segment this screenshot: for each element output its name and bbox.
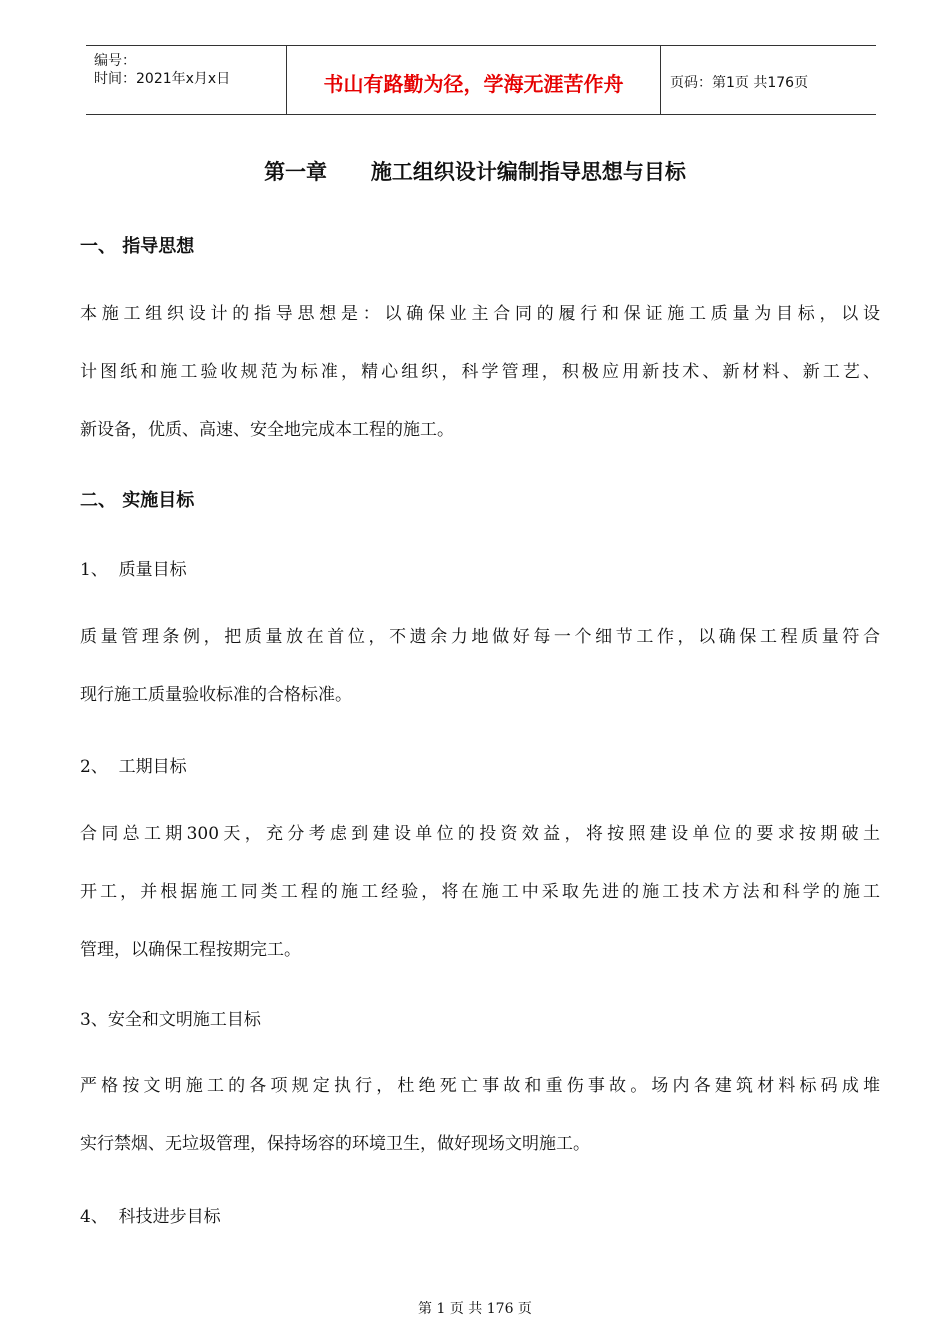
header-meta-cell	[86, 46, 286, 114]
document-number-label: 编号：	[94, 53, 136, 69]
paragraph-line: 合同总工期300天，充分考虑到建设单位的投资效益，将按照建设单位的要求按期破土	[80, 824, 880, 844]
page-header	[86, 45, 876, 115]
paragraph-line: 实行禁烟、无垃圾管理，保持场容的环境卫生，做好现场文明施工。	[80, 1134, 590, 1154]
section-heading-guiding: 一、 指导思想	[80, 236, 195, 257]
schedule-paragraph	[80, 805, 880, 979]
guiding-paragraph	[80, 285, 880, 459]
paragraph-line: 严格按文明施工的各项规定执行，杜绝死亡事故和重伤事故。场内各建筑材料标码成堆	[80, 1076, 880, 1096]
subsection-title-quality: 1、 质量目标	[80, 560, 187, 580]
paragraph-line: 现行施工质量验收标准的合格标准。	[80, 685, 352, 705]
page-footer: 第 1 页 共 176 页	[418, 1301, 532, 1317]
document-time-label: 时间：2021年x月x日	[94, 71, 231, 87]
chapter-title: 第一章 施工组织设计编制指导思想与目标	[264, 160, 686, 184]
header-motto: 书山有路勤为径，学海无涯苦作舟	[323, 72, 624, 96]
section-heading-targets: 二、 实施目标	[80, 490, 195, 511]
paragraph-line: 新设备，优质、高速、安全地完成本工程的施工。	[80, 420, 454, 440]
paragraph-line: 质量管理条例，把质量放在首位，不遗余力地做好每一个细节工作，以确保工程质量符合	[80, 627, 880, 647]
paragraph-line: 开工，并根据施工同类工程的施工经验，将在施工中采取先进的施工技术方法和科学的施工	[80, 882, 880, 902]
safety-paragraph	[80, 1057, 880, 1173]
subsection-title-tech: 4、 科技进步目标	[80, 1207, 221, 1227]
paragraph-line: 管理，以确保工程按期完工。	[80, 940, 301, 960]
subsection-title-schedule: 2、 工期目标	[80, 757, 187, 777]
paragraph-line: 本施工组织设计的指导思想是：以确保业主合同的履行和保证施工质量为目标，以设	[80, 304, 880, 324]
header-page-info: 页码：第1页 共176页	[670, 75, 809, 91]
paragraph-line: 计图纸和施工验收规范为标准，精心组织，科学管理，积极应用新技术、新材料、新工艺、	[80, 362, 880, 382]
quality-paragraph	[80, 608, 880, 724]
header-page-cell	[660, 46, 876, 114]
subsection-title-safety: 3、安全和文明施工目标	[80, 1010, 261, 1030]
header-motto-cell	[286, 46, 661, 114]
